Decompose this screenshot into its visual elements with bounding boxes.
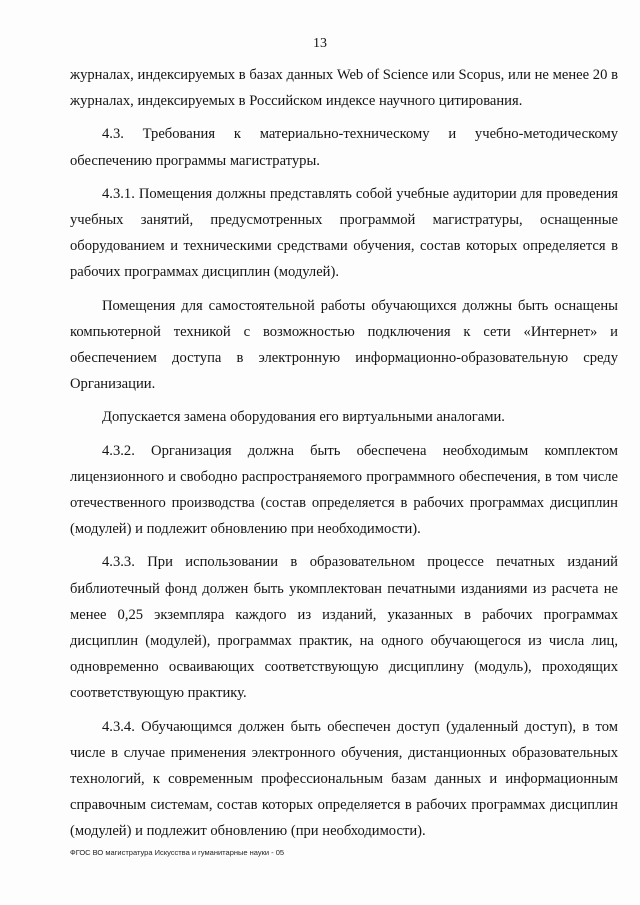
paragraph-continuation: журналах, индексируемых в базах данных Web of Science или Scopus, или не менее 20 в журналах, индексируемых в Российском индексе научного цитирования. <box>70 67 618 110</box>
page-footer: ФГОС ВО магистратура Искусства и гуманитарные науки - 05 <box>70 848 285 857</box>
paragraph-4-3-2: 4.3.2. Организация должна быть обеспечена необходимым комплектом лицензионного и свободно распространяемого программного обеспечения, в том числе отечественного производства (состав определяется в рабочих программах дисциплин (модулей) и подлежит обновлению при необходимости). <box>70 442 618 538</box>
page-number: 13 <box>313 36 327 51</box>
paragraph-4-3-1: 4.3.1. Помещения должны представлять собой учебные аудитории для проведения учебных занятий, предусмотренных программой магистратуры, оснащенные оборудованием и техническими средствами обучения, состав которых определяется в рабочих программах дисциплин (модулей). <box>70 185 618 281</box>
paragraph-virtual-analogs: Допускается замена оборудования его виртуальными аналогами. <box>102 409 505 426</box>
section-heading-4-3: 4.3. Требования к материально-техническому и учебно-методическому обеспечению программы магистратуры. <box>70 126 618 169</box>
paragraph-4-3-3: 4.3.3. При использовании в образовательном процессе печатных изданий библиотечный фонд должен быть укомплектован печатными изданиями из расчета не менее 0,25 экземпляра каждого из изданий, указанных в рабочих программах дисциплин (модулей), программах практик, на одного обучающегося из числа лиц, одновременно осваивающих соответствующую дисциплину (модуль), проходящих соответствующую практику. <box>70 554 618 702</box>
document-body <box>70 62 618 852</box>
paragraph-self-study-rooms: Помещения для самостоятельной работы обучающихся должны быть оснащены компьютерной техникой с возможностью подключения к сети «Интернет» и обеспечением доступа в электронную информационно-образовательную среду Организации. <box>70 297 618 393</box>
paragraph-4-3-4: 4.3.4. Обучающимся должен быть обеспечен доступ (удаленный доступ), в том числе в случае применения электронного обучения, дистанционных образовательных технологий, к современным профессиональным базам данных и информационным справочным системам, состав которых определяется в рабочих программах дисциплин (модулей) и подлежит обновлению (при необходимости). <box>70 718 618 840</box>
